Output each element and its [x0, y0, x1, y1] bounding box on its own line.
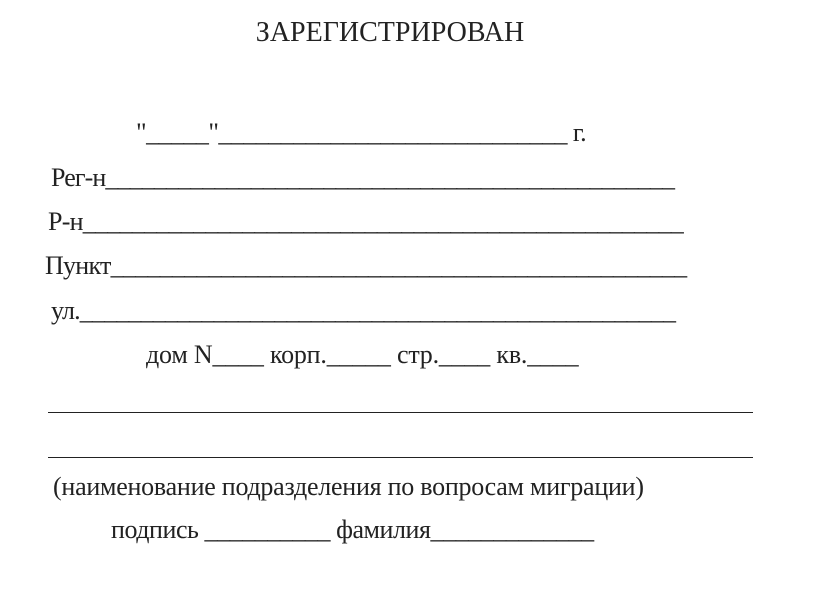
street-line: ул._________________________________________________ [51, 296, 676, 325]
house-line: дом N____ корп._____ стр.____ кв.____ [146, 340, 579, 369]
authority-caption: (наименование подразделения по вопросам миграции) [53, 472, 644, 501]
date-line: "_____"____________________________ г. [136, 118, 587, 147]
authority-name-blank-1 [48, 412, 753, 413]
document-title: ЗАРЕГИСТРИРОВАН [255, 17, 525, 48]
locality-line: Пункт_______________________________________________ [45, 251, 687, 280]
region-line: Рег-н_______________________________________________ [51, 163, 675, 192]
authority-name-blank-2 [48, 457, 753, 458]
district-line: Р-н_________________________________________________ [48, 207, 684, 236]
signature-line: подпись __________ фамилия_____________ [111, 515, 594, 544]
